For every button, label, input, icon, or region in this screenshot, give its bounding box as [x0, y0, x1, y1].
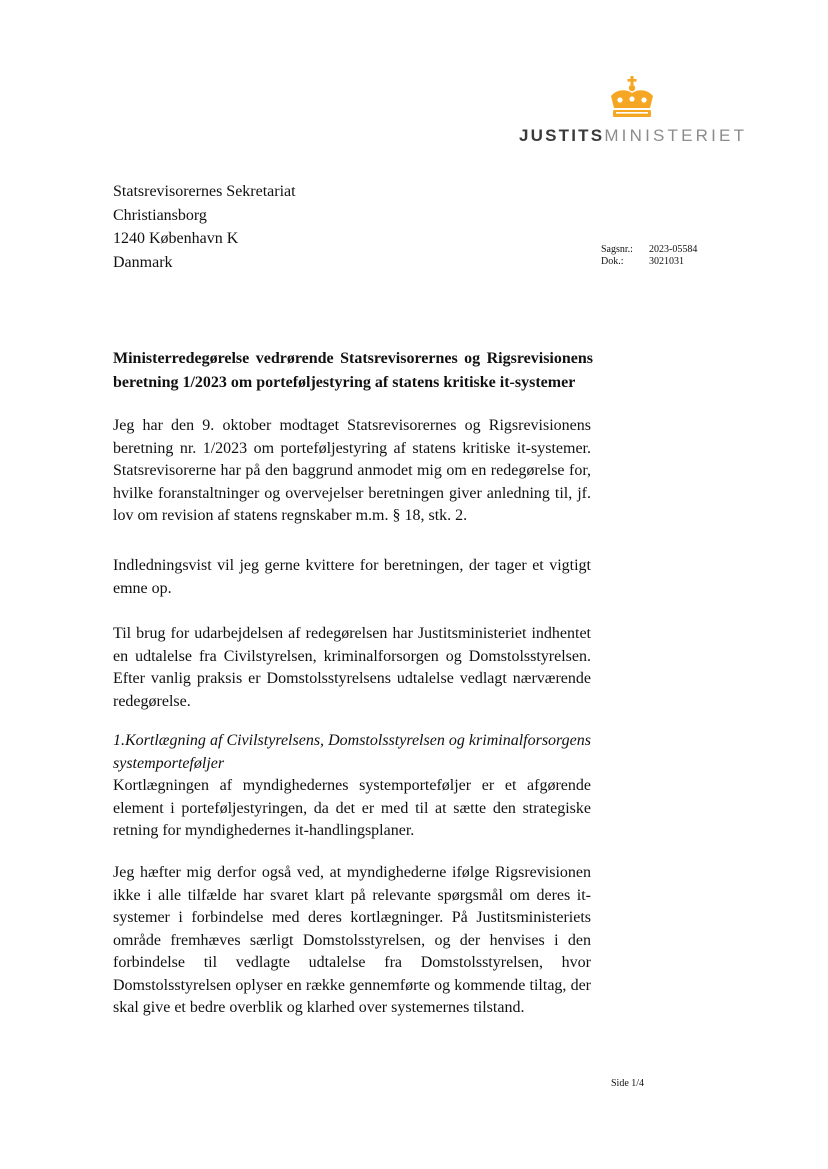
section-1-text: Kortlægningen af myndighedernes systemporteføljer er et afgørende element i porteføljestyringen, da det er med til at sætte den strategiske retning for myndighedernes it-handlingsplaner. [113, 777, 591, 839]
crown-icon [607, 76, 657, 120]
section-1-heading: 1.Kortlægning af Civilstyrelsens, Domstolsstyrelsen og kriminalforsorgens systemporteføljer [113, 732, 591, 772]
page-number: Side 1/4 [611, 1078, 645, 1089]
case-number-label: Sagsnr.: [601, 244, 633, 255]
document-number-value: 3021031 [649, 256, 684, 267]
recipient-postal: 1240 København K [113, 230, 239, 247]
section-1 [113, 730, 591, 843]
reference-block [601, 244, 697, 268]
paragraph-statements: Til brug for udarbejdelsen af redegørelsen har Justitsministeriet indhentet en udtalelse fra Civilstyrelsen, kriminalforsorgen og Domstolsstyrelsen. Efter vanlig praksis er Domstolsstyrelsens udtalelse vedlagt nærværende redegørelse. [113, 625, 591, 710]
logo-wordmark [519, 126, 747, 146]
recipient-name: Statsrevisorernes Sekretariat [113, 183, 296, 200]
paragraph-intro: Jeg har den 9. oktober modtaget Statsrevisorernes og Rigsrevisionens beretning nr. 1/2023 om porteføljestyring af statens kritiske it-systemer. Statsrevisorerne har på den baggrund anmodet mig om en redegørelse for, hvilke foranstaltninger og overvejelser beretningen giver anledning til, jf. lov om revision af statens regnskaber m.m. § 18, stk. 2. [113, 417, 591, 524]
justitsministeriet-logo [519, 76, 747, 152]
recipient-country: Danmark [113, 253, 173, 271]
logo-wordmark-bold: JUSTITS [519, 126, 605, 145]
recipient-address [113, 180, 296, 274]
case-number-row [601, 244, 697, 256]
letter-subject: Ministerredegørelse vedrørende Statsrevisorernes og Rigsrevisionens beretning 1/2023 om porteføljestyring af statens kritiske it-systemer [113, 350, 593, 391]
paragraph-mapping-findings: Jeg hæfter mig derfor også ved, at myndighederne ifølge Rigsrevisionen ikke i alle tilfælde har svaret klart på relevante spørgsmål om deres it-systemer i forbindelse med deres kortlægninger. På Justitsministeriets område fremhæves særligt Domstolsstyrelsen, og der henvises i den forbindelse til vedlagte udtalelse fra Domstolsstyrelsen, hvor Domstolsstyrelsen oplyser en række gennemførte og kommende tiltag, der skal give et bedre overblik og klarhed over systemernes tilstand. [113, 864, 591, 1016]
document-number-row [601, 256, 697, 268]
paragraph-thanks: Indledningsvist vil jeg gerne kvittere for beretningen, der tager et vigtigt emne op. [113, 557, 591, 597]
document-number-label: Dok.: [601, 256, 624, 267]
recipient-building: Christiansborg [113, 206, 207, 224]
case-number-value: 2023-05584 [649, 244, 698, 255]
logo-wordmark-light: MINISTERIET [604, 126, 748, 145]
